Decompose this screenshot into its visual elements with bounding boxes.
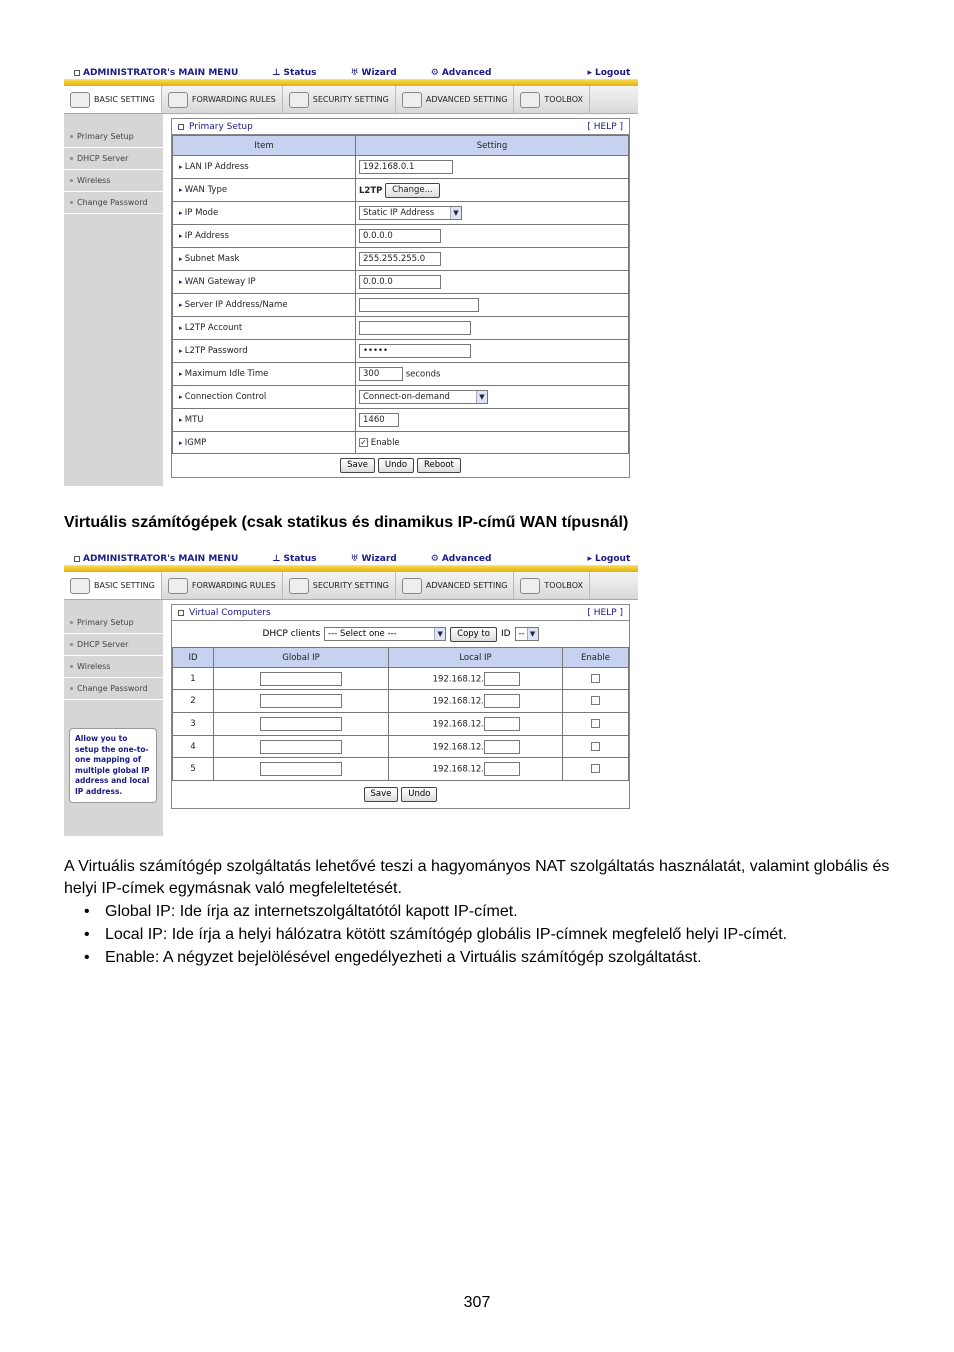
help-link[interactable]: [ HELP ] [587,121,623,132]
enable-checkbox[interactable] [591,696,600,705]
change-button[interactable]: Change... [385,183,440,198]
tab-basic-setting[interactable]: BASIC SETTING [64,572,162,599]
dhcp-clients-select[interactable]: --- Select one --- ▼ [324,627,446,641]
tab-advanced-setting[interactable]: ADVANCED SETTING [396,572,515,599]
panel-square-icon [178,124,184,130]
local-ip-prefix: 192.168.12. [432,696,484,707]
menu-square-icon [74,70,80,76]
status-link[interactable]: ⊥ Status [272,553,317,564]
settings-table [172,135,629,454]
tab-forwarding-rules[interactable]: FORWARDING RULES [162,572,283,599]
section-heading: Virtuális számítógépek (csak statikus és dinamikus IP-című WAN típusnál) [64,514,629,531]
security-icon [289,578,309,594]
toolbox-icon [520,578,540,594]
forwarding-icon [168,578,188,594]
bullet-icon [70,157,73,160]
tab-security-setting[interactable]: SECURITY SETTING [283,572,396,599]
sidebar-item-wireless[interactable]: Wireless [64,170,163,192]
tab-bar [64,572,638,600]
wizard-link[interactable]: ♅ Wizard [350,553,397,564]
row-label: ▸ IGMP [173,432,356,454]
button-bar [172,454,629,477]
row-id: 5 [173,758,214,781]
row-label: ▸ Server IP Address/Name [173,294,356,317]
idle-unit: seconds [405,369,441,380]
local-ip-prefix: 192.168.12. [432,742,484,752]
wizard-icon: ♅ [350,67,359,78]
sidebar [64,600,163,836]
panel-header [172,605,629,621]
password-input[interactable]: ••••• [359,344,471,358]
status-icon: ⊥ [272,67,281,78]
enable-checkbox[interactable] [591,674,600,683]
screenshot-primary-setup [64,66,638,486]
sidebar-item-primary-setup[interactable]: Primary Setup [64,126,163,148]
panel-header [172,119,629,135]
virtual-computers-panel [171,604,630,809]
main-menu-link[interactable]: ADMINISTRATOR's MAIN MENU [74,68,238,78]
undo-button[interactable]: Undo [401,787,437,802]
local-ip-input[interactable] [484,717,520,731]
tab-advanced-setting[interactable]: ADVANCED SETTING [396,86,515,113]
col-setting: Setting [356,136,629,156]
status-icon: ⊥ [272,553,281,564]
enable-checkbox[interactable] [591,719,600,728]
connection-select[interactable]: Connect-on-demand ▼ [359,390,488,404]
main-menu-link[interactable]: ADMINISTRATOR's MAIN MENU [74,554,238,564]
mtu-input[interactable]: 1460 [359,413,399,427]
row-label: ▸ Subnet Mask [173,248,356,271]
local-ip-input[interactable] [484,694,520,708]
logout-link[interactable]: ▸ Logout [587,553,631,564]
local-ip-prefix: 192.168.12. [432,674,484,684]
row-label: ▸ LAN IP Address [173,156,356,179]
top-menu-bar [64,552,638,566]
global-ip-input[interactable] [260,672,342,686]
sidebar-item-dhcp-server[interactable]: DHCP Server [64,148,163,170]
lan-ip-input[interactable]: 192.168.0.1 [359,160,453,174]
primary-setup-panel [171,118,630,478]
ip-mode-select[interactable]: Static IP Address ▼ [359,206,462,220]
advanced-icon: ⚙ [430,553,439,564]
server-input[interactable] [359,298,479,312]
arrow-icon: ▸ [587,553,593,564]
list-item: • Global IP: Ide írja az internetszolgáltatótól kapott IP-címet. [84,900,787,923]
advanced-link[interactable]: ⚙ Advanced [430,67,492,78]
virtual-computers-table [172,647,629,781]
bullet-icon [70,621,73,624]
copy-to-button[interactable]: Copy to [450,627,497,642]
sidebar-item-wireless[interactable]: Wireless [64,656,163,678]
local-ip-input[interactable] [484,762,520,776]
row-id: 3 [173,713,214,736]
folder-icon [70,92,90,108]
tab-security-setting[interactable]: SECURITY SETTING [283,86,396,113]
help-note: Allow you to setup the one-to-one mapping of multiple global IP address and local IP address. [69,728,157,803]
panel-title: Primary Setup [189,121,253,132]
tab-bar [64,86,638,114]
col-enable: Enable [563,648,629,668]
undo-button[interactable]: Undo [378,458,414,473]
sidebar-item-dhcp-server[interactable]: DHCP Server [64,634,163,656]
description-paragraph: A Virtuális számítógép szolgáltatás lehetővé teszi a hagyományos NAT szolgáltatás használatát, valamint globális és helyi IP-címek egymásnak való megfeleltetését. [64,858,890,897]
advanced-setting-icon [402,92,422,108]
page-number: 307 [463,1294,491,1311]
bullet-icon [70,135,73,138]
global-ip-input[interactable] [260,740,342,754]
chevron-down-icon: ▼ [527,628,538,640]
row-label: ▸ Maximum Idle Time [173,363,356,386]
save-button[interactable]: Save [364,787,399,802]
table-row [173,668,629,690]
row-id: 1 [173,668,214,690]
subnet-mask-input[interactable]: 255.255.255.0 [359,252,441,266]
sidebar-item-primary-setup[interactable]: Primary Setup [64,612,163,634]
row-label: ▸ L2TP Password [173,340,356,363]
help-link[interactable]: [ HELP ] [587,607,623,618]
ip-address-input[interactable]: 0.0.0.0 [359,229,441,243]
tab-toolbox[interactable]: TOOLBOX [514,572,590,599]
gateway-input[interactable]: 0.0.0.0 [359,275,441,289]
col-item: Item [173,136,356,156]
igmp-checkbox[interactable]: ✓ [360,437,367,447]
account-input[interactable] [359,321,471,335]
panel-square-icon [178,610,184,616]
list-item: • Local IP: Ide írja a helyi hálózatra kötött számítógép globális IP-címnek megfelelő helyi IP-címét. [84,923,787,946]
row-label: ▸ IP Address [173,225,356,248]
enable-checkbox[interactable] [591,764,600,773]
table-row [173,690,629,713]
logout-link[interactable]: ▸ Logout [587,67,631,78]
tab-forwarding-rules[interactable]: FORWARDING RULES [162,86,283,113]
local-ip-input[interactable] [484,672,520,686]
tab-basic-setting[interactable]: BASIC SETTING [64,86,162,113]
bullet-icon [70,665,73,668]
panel-title: Virtual Computers [189,607,271,618]
screenshot-virtual-computers [64,552,638,836]
row-label: ▸ Connection Control [173,386,356,409]
idle-time-input[interactable]: 300 [359,367,403,381]
global-ip-input[interactable] [260,694,342,708]
forwarding-icon [168,92,188,108]
local-ip-prefix: 192.168.12. [432,719,484,730]
tab-toolbox[interactable]: TOOLBOX [514,86,590,113]
enable-checkbox[interactable] [591,742,600,751]
security-icon [289,92,309,108]
folder-icon [70,578,90,594]
arrow-icon: ▸ [587,67,593,78]
reboot-button[interactable]: Reboot [417,458,461,473]
table-row [173,713,629,736]
row-label: ▸ IP Mode [173,202,356,225]
bullet-icon [70,201,73,204]
bullet-icon [70,179,73,182]
save-button[interactable]: Save [340,458,375,473]
menu-square-icon [74,556,80,562]
bullet-icon [70,643,73,646]
wizard-link[interactable]: ♅ Wizard [350,67,397,78]
bullet-icon [70,687,73,690]
col-global-ip: Global IP [214,648,389,668]
row-label: ▸ L2TP Account [173,317,356,340]
row-label: ▸ WAN Type [173,179,356,202]
col-id: ID [173,648,214,668]
bullet-list [84,900,787,969]
global-ip-input[interactable] [260,717,342,731]
list-item: • Enable: A négyzet bejelölésével engedélyezheti a Virtuális számítógép szolgáltatást. [84,946,787,969]
row-id: 4 [173,736,214,758]
id-select[interactable]: -- ▼ [515,627,539,641]
sidebar [64,114,163,486]
sidebar-item-change-password[interactable]: Change Password [64,678,163,700]
button-bar [172,781,629,808]
row-label: ▸ MTU [173,409,356,432]
status-link[interactable]: ⊥ Status [272,67,317,78]
chevron-down-icon: ▼ [450,207,461,219]
wizard-icon: ♅ [350,553,359,564]
advanced-icon: ⚙ [430,67,439,78]
chevron-down-icon: ▼ [434,628,445,640]
advanced-setting-icon [402,578,422,594]
table-row [173,736,629,758]
igmp-label: Enable [370,437,400,448]
local-ip-prefix: 192.168.12. [432,764,484,775]
id-label: ID [500,629,511,639]
toolbox-icon [520,92,540,108]
chevron-down-icon: ▼ [476,391,487,403]
advanced-link[interactable]: ⚙ Advanced [430,553,492,564]
local-ip-input[interactable] [484,740,520,754]
top-menu-bar [64,66,638,80]
dhcp-label: DHCP clients [262,629,321,639]
wan-type-value: L2TP [359,185,383,196]
sidebar-item-change-password[interactable]: Change Password [64,192,163,214]
col-local-ip: Local IP [389,648,563,668]
dhcp-bar [172,621,629,647]
row-label: ▸ WAN Gateway IP [173,271,356,294]
table-row [173,758,629,781]
row-id: 2 [173,690,214,713]
global-ip-input[interactable] [260,762,342,776]
